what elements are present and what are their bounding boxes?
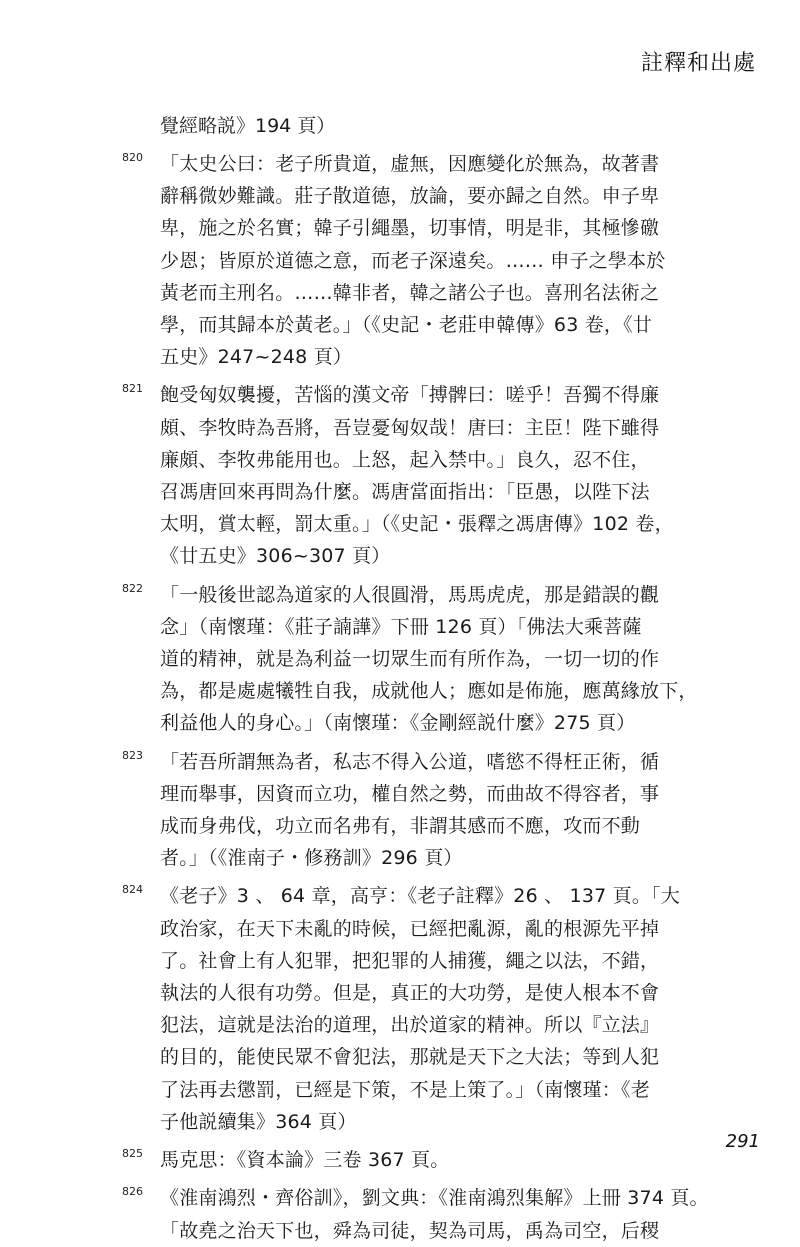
footnote-line: 廉頗、李牧弗能用也。上怒，起入禁中。」良久，忍不住， (160, 448, 650, 471)
footnote-line: 「太史公曰：老子所貴道，虛無，因應變化於無為，故著書 (160, 153, 660, 175)
notes-body (122, 110, 709, 1247)
footnote-number: 826 (122, 1185, 143, 1199)
footnote-text (160, 880, 706, 1138)
page-number: 291 (725, 1131, 760, 1152)
footnote-line: 《老子》3 、 64 章，高亨：《老子註釋》26 、 137 頁。「大 (160, 885, 680, 908)
footnote-line: 「一般後世認為道家的人很圓滑，馬馬虎虎，那是錯誤的觀 (160, 583, 660, 606)
footnote-text (160, 1182, 709, 1246)
footnote-line: 召馮唐回來再問為什麼。馮唐當面指出：「臣愚，以陛下法 (160, 481, 650, 504)
footnote-820 (122, 148, 706, 373)
footnote-line: 辭稱微妙難識。莊子散道德，放論，要亦歸之自然。申子卑 (160, 185, 660, 208)
footnote-822 (122, 579, 706, 740)
footnote-line: 者。」（《淮南子・修務訓》296 頁） (160, 847, 463, 870)
footnote-number: 824 (122, 883, 143, 897)
footnote-line: 卑，施之於名實；韓子引繩墨，切事情，明是非，其極慘礉 (160, 217, 660, 240)
footnote-line: 頗、李牧時為吾將，吾豈憂匈奴哉！唐曰：主臣！陛下雖得 (160, 416, 660, 439)
footnote-number: 825 (122, 1147, 143, 1161)
footnote-text (160, 579, 706, 740)
notes-list (122, 148, 709, 1247)
footnote-text (160, 148, 706, 373)
footnote-line: 道的精神，就是為利益一切眾生而有所作為，一切一切的作 (160, 648, 660, 671)
footnote-line: 為，都是處處犧牲自我，成就他人；應如是佈施，應萬緣放下， (160, 680, 698, 703)
footnote-line: 五史》247~248 頁） (160, 346, 353, 369)
footnote-number: 820 (122, 151, 143, 164)
footnote-line: 馬克思：《資本論》三卷 367 頁。 (160, 1149, 450, 1172)
footnote-line: 了。社會上有人犯罪，把犯罪的人捕獲，繩之以法，不錯， (160, 949, 660, 972)
footnote-line: 《淮南鴻烈・齊俗訓》，劉文典：《淮南鴻烈集解》上冊 374 頁。 (160, 1187, 709, 1210)
footnote-823 (122, 746, 706, 875)
footnote-line: 執法的人很有功勞。但是，真正的大功勞，是使人根本不會 (160, 982, 660, 1005)
footnote-line: 《廿五史》306~307 頁） (160, 545, 391, 568)
footnote-line: 了法再去懲罰，已經是下策，不是上策了。」（南懷瑾：《老 (160, 1078, 650, 1101)
footnote-line: 「故堯之治天下也，舜為司徒，契為司馬，禹為司空，后稷 (160, 1219, 660, 1242)
footnote-text (160, 379, 706, 572)
footnote-line: 的目的，能使民眾不會犯法，那就是天下之大法；等到人犯 (160, 1046, 660, 1069)
footnote-line: 「若吾所謂無為者，私志不得入公道，嗜慾不得枉正術，循 (160, 750, 660, 773)
footnote-line: 子他説續集》364 頁） (160, 1110, 357, 1133)
footnote-line: 成而身弗伐，功立而名弗有，非謂其感而不應，攻而不動 (160, 815, 641, 838)
footnote-number: 822 (122, 581, 143, 595)
footnote-line: 政治家，在天下未亂的時候，已經把亂源，亂的根源先平掉 (160, 917, 660, 940)
footnote-line: 念」（南懷瑾：《莊子諵譁》下冊 126 頁）「佛法大乘菩薩 (160, 615, 642, 638)
footnote-825 (122, 1144, 706, 1176)
footnote-line: 飽受匈奴襲擾，苦惱的漢文帝「搏髀曰：嗟乎！吾獨不得廉 (160, 384, 660, 407)
footnote-824 (122, 880, 706, 1138)
footnote-line: 太明，賞太輕，罰太重。」（《史記・張釋之馮唐傳》102 卷， (160, 513, 674, 536)
footnote-line: 學，而其歸本於黃老。」（《史記・老莊申韓傳》63 卷，《廿 (160, 314, 653, 337)
running-head: 註釋和出處 (640, 51, 756, 76)
footnote-821 (122, 379, 706, 572)
footnote-line: 少恩；皆原於道德之意，而老子深遠矣。…… 申子之學本於 (160, 249, 666, 272)
footnote-text (160, 746, 706, 875)
footnote-line: 理而舉事，因資而立功，權自然之勢，而曲故不得容者，事 (160, 782, 660, 805)
footnote-number: 823 (122, 748, 143, 762)
footnote-line: 利益他人的身心。」（南懷瑾：《金剛經説什麼》275 頁） (160, 712, 636, 735)
continuation-line: 覺經略説》194 頁） (160, 115, 336, 137)
footnote-826 (122, 1182, 709, 1246)
footnote-line: 黃老而主刑名。……韓非者，韓之諸公子也。喜刑名法術之 (160, 281, 660, 304)
footnote-number: 821 (122, 382, 143, 396)
footnote-line: 犯法，這就是法治的道理，出於道家的精神。所以『立法』 (160, 1014, 660, 1037)
footnote-text (160, 1144, 706, 1176)
